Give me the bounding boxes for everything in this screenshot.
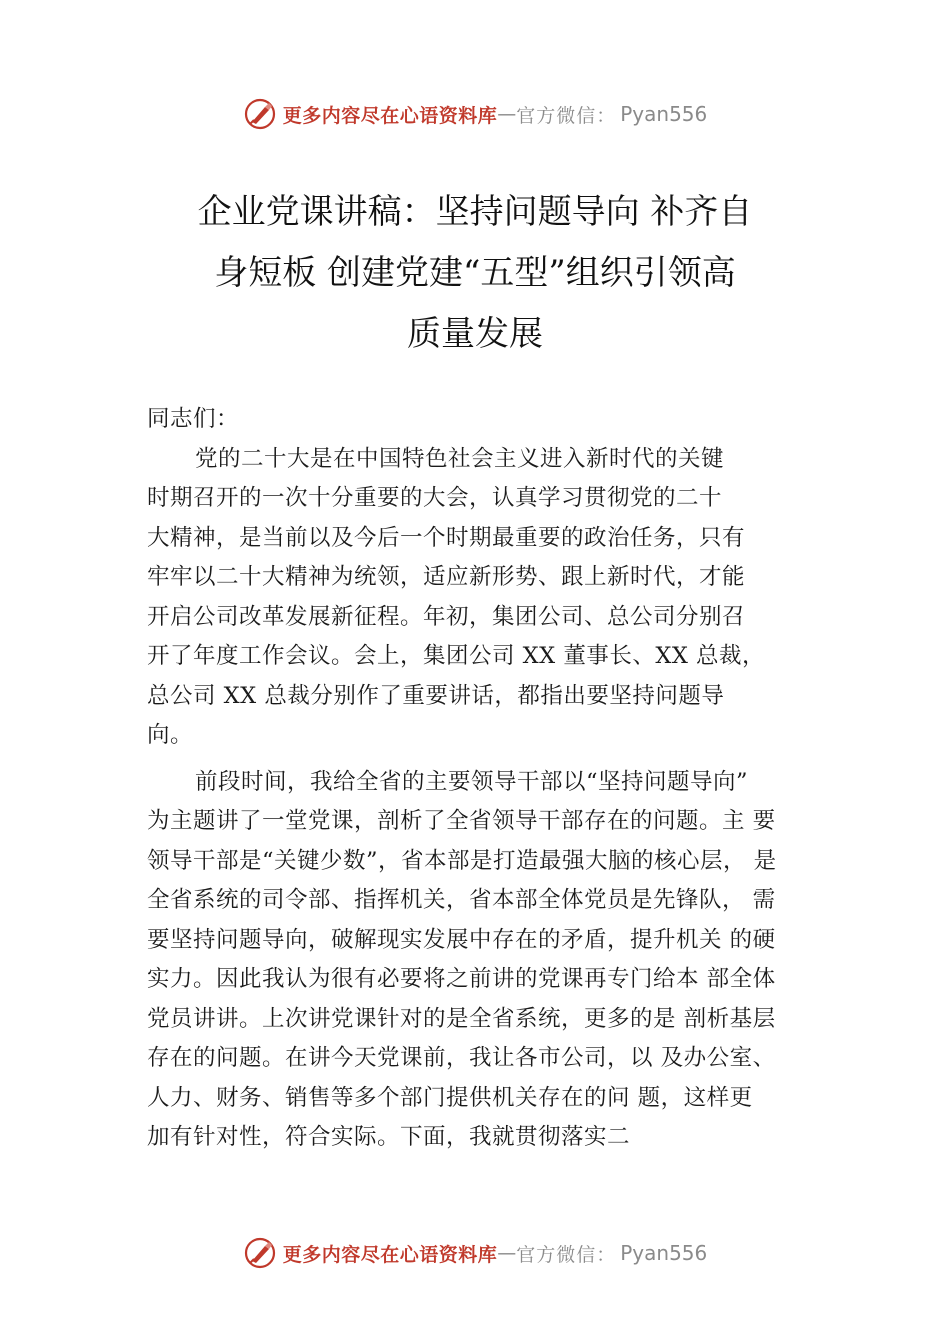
paragraph-line: 党员讲讲。上次讲党课针对的是全省系统，更多的是 剖析基层	[147, 1005, 776, 1032]
watermark-wechat-label: 官方微信：	[516, 1243, 617, 1266]
paragraph-line: 领导干部是“关键少数”，省本部是打造最强大脑的核心层， 是	[147, 847, 777, 874]
document-body	[147, 400, 837, 1158]
watermark-wechat-label: 官方微信：	[516, 104, 617, 127]
paragraph-line: 人力、财务、销售等多个部门提供机关存在的问 题，这样更	[147, 1084, 753, 1111]
paragraph-line: 时期召开的一次十分重要的大会，认真学习贯彻党的二十	[147, 485, 723, 511]
paragraph-line: 向。	[147, 722, 194, 748]
top-watermark-banner	[0, 94, 950, 134]
paragraph-line: 开启公司改革发展新征程。年初，集团公司、总公司分别召	[147, 603, 746, 630]
watermark-main-text: 更多内容尽在心语资料库	[282, 1243, 498, 1266]
watermark-wechat-id: Pyan556	[620, 102, 708, 126]
paragraph-line: 为主题讲了一堂党课，剖析了全省领导干部存在的问题。主 要	[147, 808, 776, 834]
paragraph-line: 前段时间，我给全省的主要领导干部以“坚持问题导向”	[195, 768, 749, 795]
paragraph-line: 总公司 XX 总裁分别作了重要讲话，都指出要坚持问题导	[147, 682, 725, 709]
paragraph-1	[147, 440, 837, 756]
paragraph-line: 大精神，是当前以及今后一个时期最重要的政治任务，只有	[147, 524, 746, 551]
paragraph-line: 开了年度工作会议。会上，集团公司 XX 董事长、XX 总裁，	[147, 643, 766, 669]
bottom-watermark-banner	[0, 1233, 950, 1273]
paragraph-gap	[147, 756, 837, 763]
watermark-separator: —	[497, 103, 517, 125]
paragraph-line: 全省系统的司令部、指挥机关，省本部全体党员是先锋队， 需	[147, 887, 776, 913]
title-line: 质量发展	[407, 314, 543, 354]
paragraph-line: 要坚持问题导向，破解现实发展中存在的矛盾，提升机关 的硬	[147, 926, 776, 953]
pen-nib-logo-icon	[243, 97, 277, 131]
title-line: 身短板 创建党建“五型”组织引领高	[214, 253, 736, 293]
pen-nib-logo-icon	[243, 1236, 277, 1270]
paragraph-line: 实力。因此我认为很有必要将之前讲的党课再专门给本 部全体	[147, 966, 776, 992]
watermark-wechat-id: Pyan556	[620, 1241, 708, 1265]
paragraph-2	[147, 763, 837, 1158]
paragraph-line: 加有针对性，符合实际。下面，我就贯彻落实二	[147, 1124, 631, 1150]
document-title	[150, 182, 800, 365]
title-line: 企业党课讲稿：坚持问题导向 补齐自	[197, 192, 753, 232]
watermark-main-text: 更多内容尽在心语资料库	[282, 104, 498, 127]
paragraph-line: 党的二十大是在中国特色社会主义进入新时代的关键	[195, 445, 725, 472]
greeting: 同志们：	[147, 406, 240, 432]
paragraph-line: 牢牢以二十大精神为统领，适应新形势、跟上新时代，才能	[147, 564, 746, 590]
paragraph-line: 存在的问题。在讲今天党课前，我让各市公司，以 及办公室、	[147, 1045, 776, 1071]
watermark-separator: —	[497, 1242, 517, 1264]
